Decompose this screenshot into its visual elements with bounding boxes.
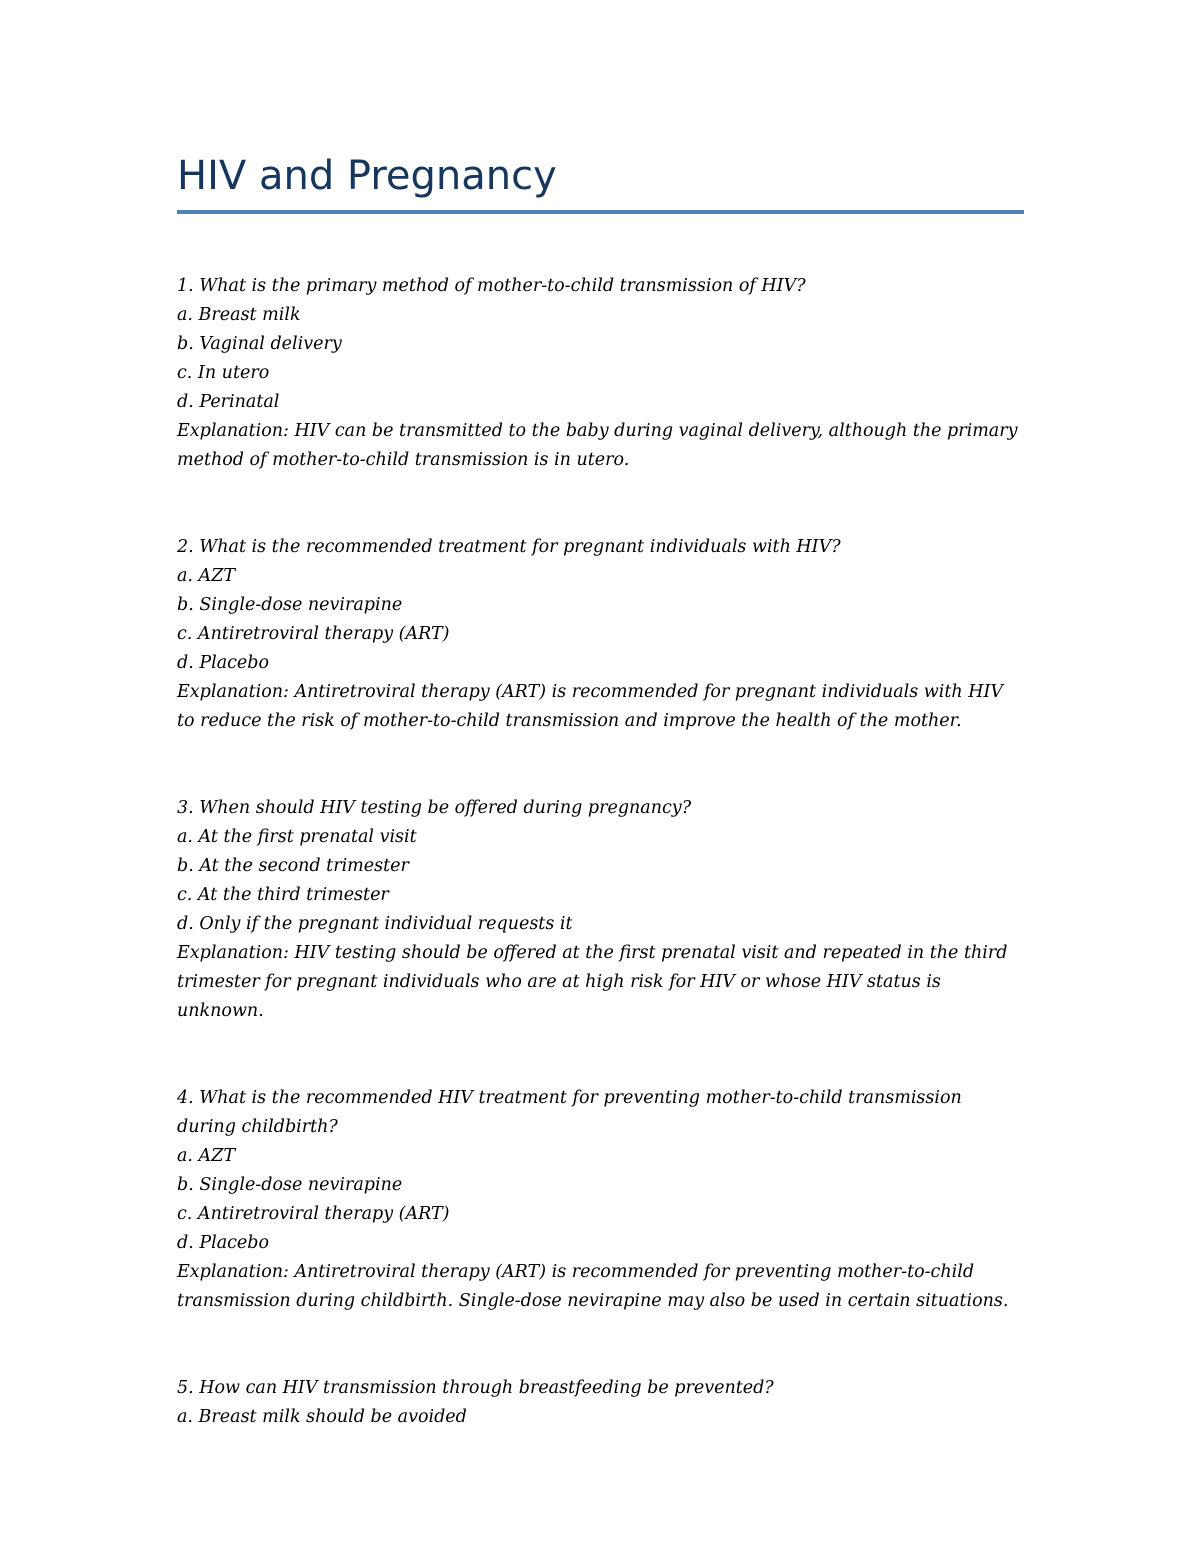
title-underline: [177, 210, 1024, 214]
answer-option: d. Only if the pregnant individual requests it: [177, 914, 573, 934]
answer-option: a. AZT: [177, 1146, 236, 1166]
explanation-line: transmission during childbirth. Single-dose nevirapine may also be used in certain situations.: [177, 1291, 1009, 1311]
explanation-line: trimester for pregnant individuals who are at high risk for HIV or whose HIV status is: [177, 972, 941, 992]
page-title: HIV and Pregnancy: [177, 153, 557, 199]
explanation-line: Explanation: HIV testing should be offered at the first prenatal visit and repeated in the third: [177, 943, 1008, 963]
question-prompt: during childbirth?: [177, 1117, 338, 1137]
explanation-line: Explanation: HIV can be transmitted to the baby during vaginal delivery, although the primary: [177, 421, 1018, 441]
answer-option: c. In utero: [177, 363, 270, 383]
question-prompt: 4. What is the recommended HIV treatment for preventing mother-to-child transmission: [177, 1088, 962, 1108]
answer-option: b. Vaginal delivery: [177, 334, 342, 354]
question-2: [177, 533, 1037, 736]
answer-option: d. Placebo: [177, 1233, 270, 1253]
question-list: [177, 272, 1037, 1490]
answer-option: b. At the second trimester: [177, 856, 409, 876]
answer-option: d. Perinatal: [177, 392, 280, 412]
explanation-line: unknown.: [177, 1001, 264, 1021]
question-4: [177, 1084, 1037, 1316]
answer-option: a. AZT: [177, 566, 236, 586]
answer-option: c. Antiretroviral therapy (ART): [177, 1204, 450, 1224]
answer-option: a. At the first prenatal visit: [177, 827, 417, 847]
answer-option: a. Breast milk: [177, 305, 301, 325]
question-5: [177, 1374, 1037, 1432]
answer-option: a. Breast milk should be avoided: [177, 1407, 467, 1427]
answer-option: d. Placebo: [177, 653, 270, 673]
question-prompt: 2. What is the recommended treatment for pregnant individuals with HIV?: [177, 537, 841, 557]
question-1: [177, 272, 1037, 475]
explanation-line: method of mother-to-child transmission is in utero.: [177, 450, 630, 470]
question-prompt: 1. What is the primary method of mother-to-child transmission of HIV?: [177, 276, 806, 296]
question-prompt: 5. How can HIV transmission through breastfeeding be prevented?: [177, 1378, 774, 1398]
question-3: [177, 794, 1037, 1026]
answer-option: b. Single-dose nevirapine: [177, 1175, 403, 1195]
explanation-line: Explanation: Antiretroviral therapy (ART) is recommended for preventing mother-to-child: [177, 1262, 975, 1282]
explanation-line: to reduce the risk of mother-to-child transmission and improve the health of the mother.: [177, 711, 962, 731]
answer-option: c. At the third trimester: [177, 885, 389, 905]
explanation-line: Explanation: Antiretroviral therapy (ART) is recommended for pregnant individuals with HIV: [177, 682, 1004, 702]
question-prompt: 3. When should HIV testing be offered during pregnancy?: [177, 798, 692, 818]
answer-option: c. Antiretroviral therapy (ART): [177, 624, 450, 644]
answer-option: b. Single-dose nevirapine: [177, 595, 403, 615]
